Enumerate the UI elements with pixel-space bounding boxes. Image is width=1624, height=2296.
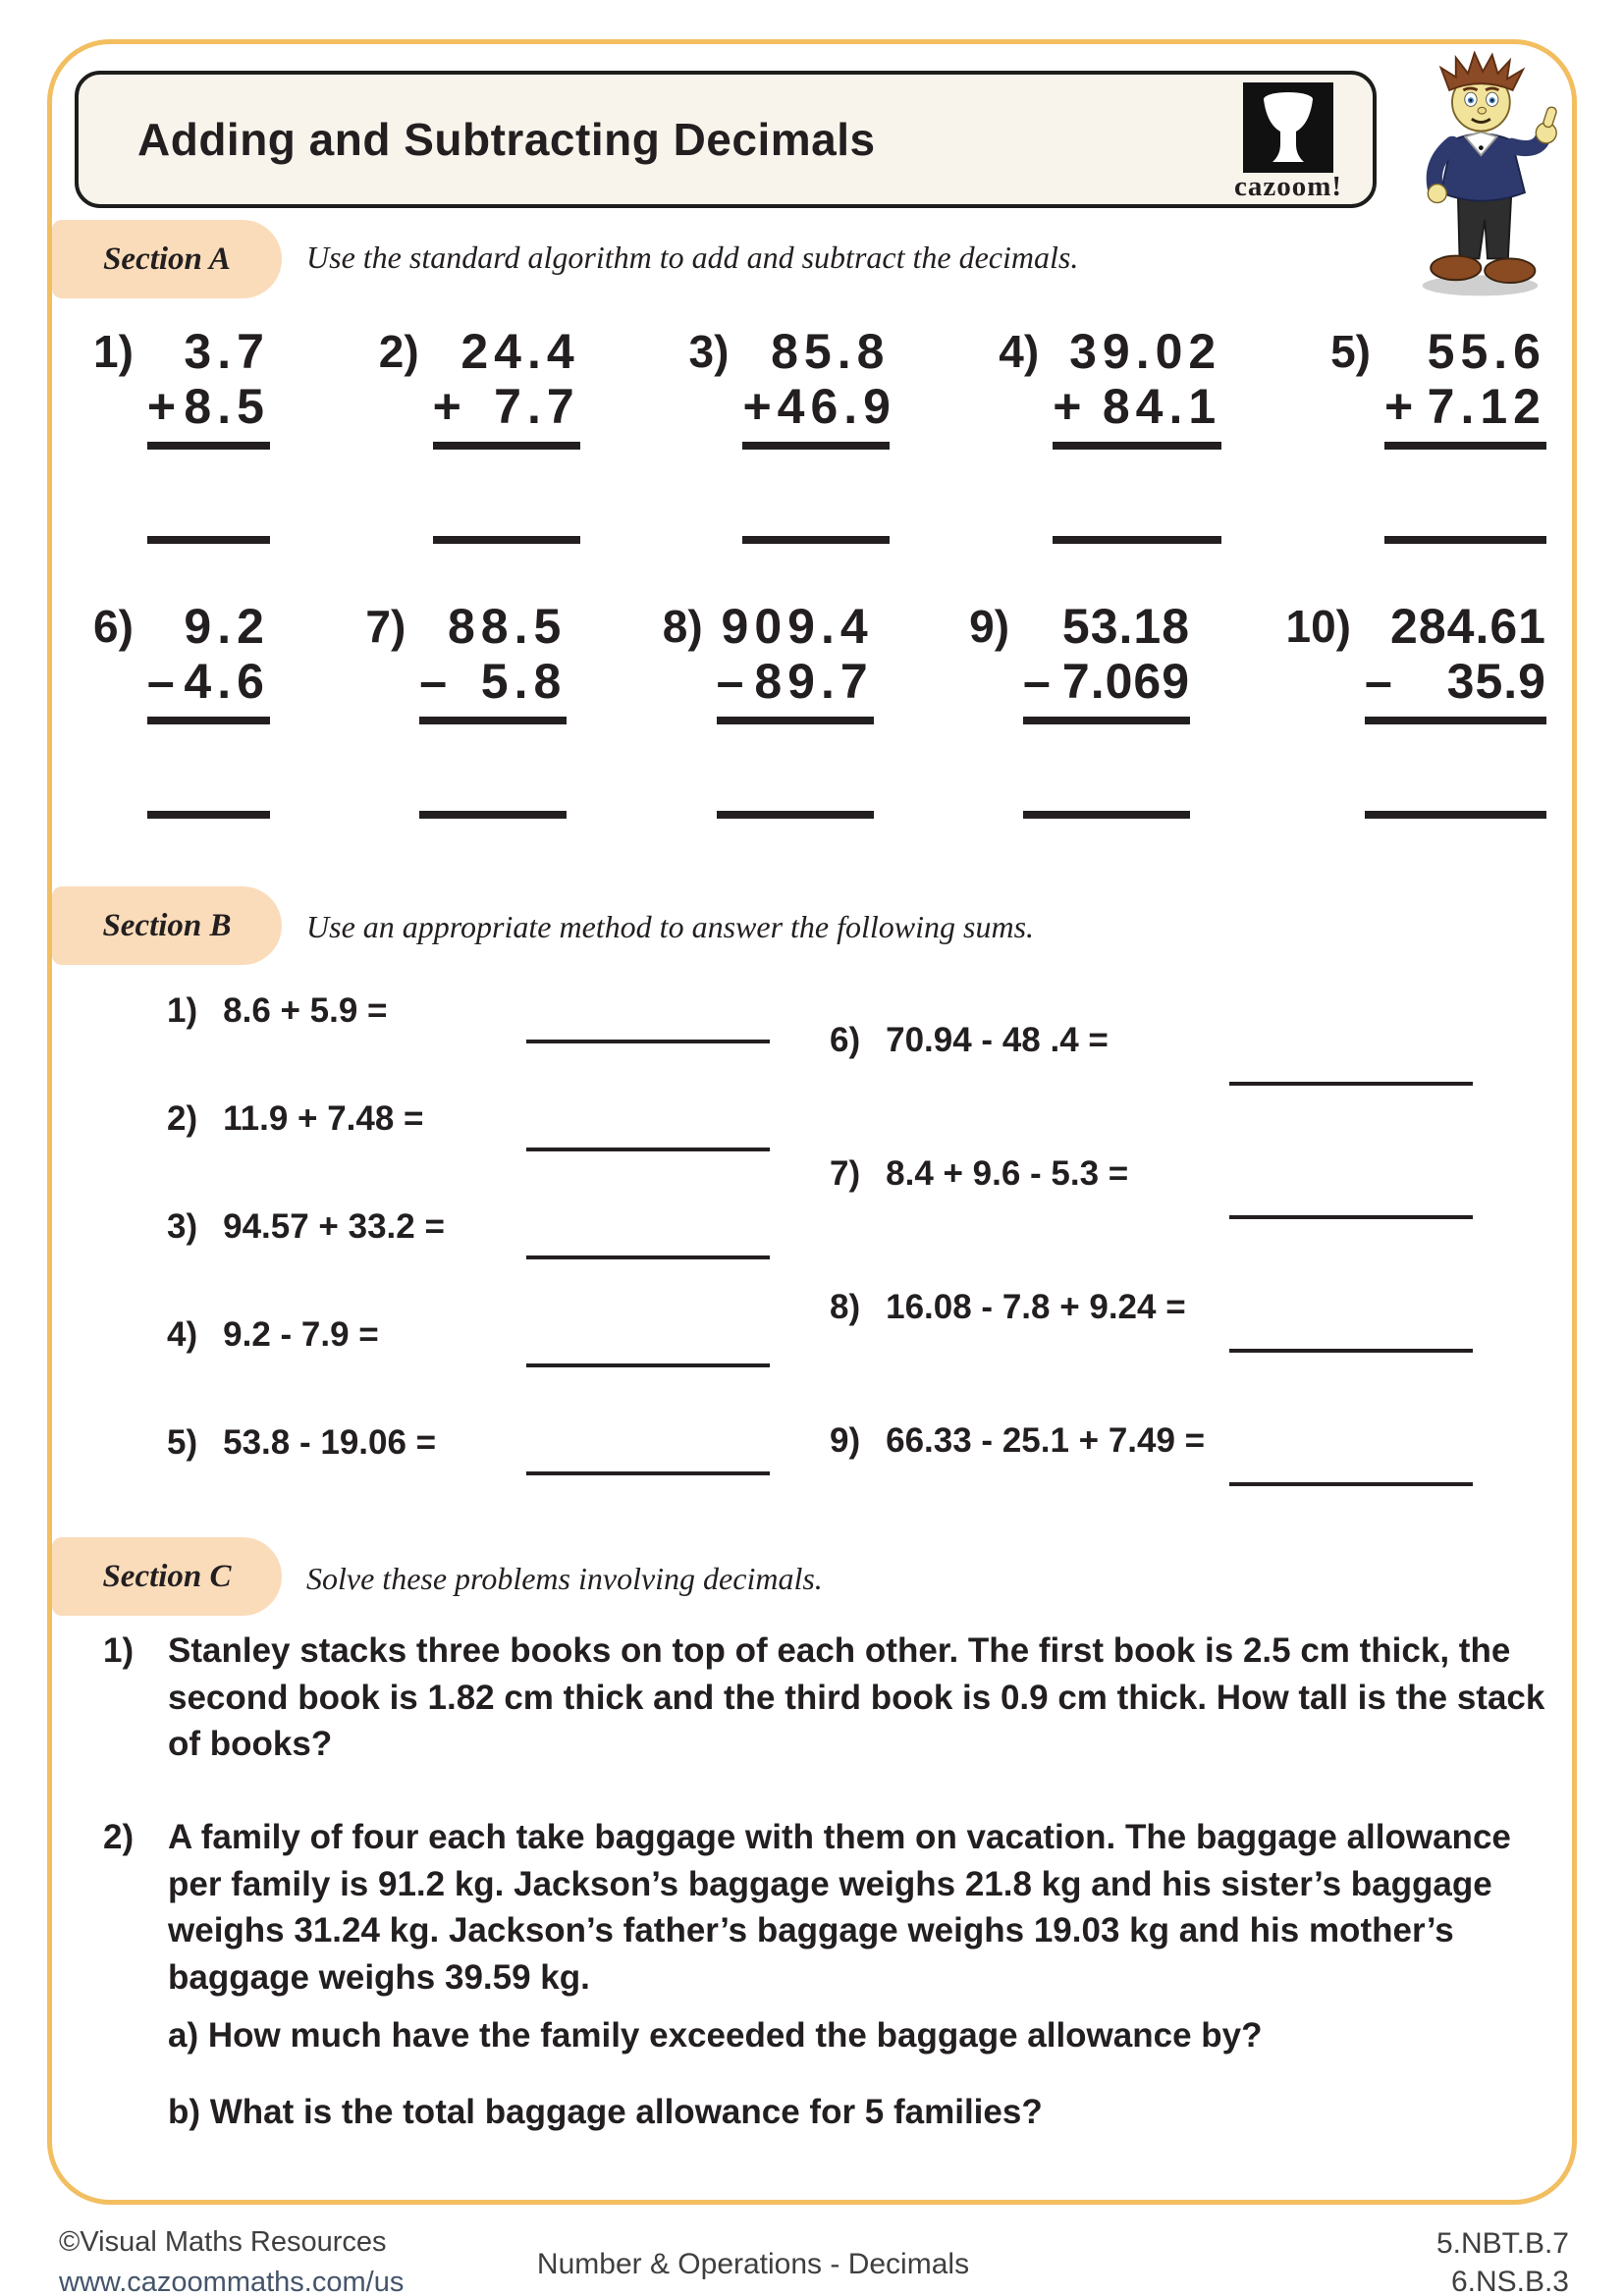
answer-line — [1229, 1082, 1473, 1086]
sum-problem-5 — [167, 1389, 770, 1497]
equals-rule — [147, 442, 270, 450]
answer-line — [526, 1040, 770, 1043]
vertical-problem-1 — [93, 326, 270, 544]
expression: 53.8 - 19.06 = — [223, 1423, 437, 1462]
problem-number: 7) — [830, 1154, 861, 1193]
expression: 16.08 - 7.8 + 9.24 = — [886, 1288, 1186, 1326]
problem-part-a: a) How much have the family exceeded the baggage allowance by? — [168, 2016, 1263, 2056]
problem-number: 2) — [378, 326, 419, 377]
problem-text: A family of four each take baggage with them on vacation. The baggage allowance per family is 91.2 kg. Jackson’s baggage weighs 21.8 kg and his sister’s baggage weighs 31.24 kg. Jackson’s father’s baggage weighs 19.03 kg and his mother’s baggage weighs 39.59 kg. — [168, 1818, 1511, 1997]
problem-number: 5) — [167, 1423, 198, 1462]
sum-problem-1 — [167, 957, 770, 1065]
bottom-operand: 5.8 — [480, 654, 568, 709]
vertical-problem-4 — [999, 326, 1221, 544]
section-a-label-text: Section A — [103, 240, 231, 277]
problem-number: 9) — [969, 601, 1010, 652]
website-link[interactable]: www.cazoommaths.com/us — [59, 2265, 404, 2296]
problem-number: 1) — [167, 991, 198, 1030]
sum-problem-2 — [167, 1065, 770, 1173]
top-operand: 55.6 — [1427, 324, 1546, 379]
answer-line — [1023, 811, 1190, 819]
problem-number: 6) — [830, 1021, 861, 1059]
section-b-label — [52, 886, 282, 965]
section-a-label — [52, 220, 282, 298]
top-operand: 9.2 — [184, 599, 270, 654]
problem-number: 10) — [1285, 601, 1351, 652]
equals-rule — [1365, 717, 1546, 724]
vertical-problem-2 — [379, 326, 580, 544]
section-b-instruction: Use an appropriate method to answer the following sums. — [306, 909, 1035, 944]
operator: – — [716, 654, 750, 709]
sum-problem-9 — [830, 1374, 1473, 1508]
equals-rule — [1023, 717, 1190, 724]
mascot-boy — [1394, 51, 1581, 302]
cazoom-logo — [1229, 82, 1347, 203]
vertical-problem-6 — [93, 601, 270, 819]
section-c-label-text: Section C — [102, 1558, 232, 1594]
problem-text: Stanley stacks three books on top of each other. The first book is 2.5 cm thick, the second book is 1.82 cm thick and the third book is 0.9 cm thick. How tall is the stack of books? — [168, 1631, 1545, 1764]
answer-line — [147, 536, 270, 544]
problem-number: 4) — [167, 1315, 198, 1354]
worksheet-header — [75, 71, 1377, 208]
operator: + — [742, 379, 778, 434]
operator: – — [1364, 654, 1393, 709]
sum-problem-6 — [830, 974, 1473, 1107]
bottom-operand: 8.5 — [184, 379, 270, 434]
answer-line — [1229, 1215, 1473, 1219]
cazoom-drum-icon — [1243, 82, 1333, 173]
section-a-instruction: Use the standard algorithm to add and subtract the decimals. — [306, 240, 1079, 275]
answer-line — [419, 811, 567, 819]
bottom-operand: 7.7 — [494, 379, 580, 434]
section-b-right-column — [830, 974, 1473, 1508]
operator: + — [1383, 379, 1420, 434]
expression: 66.33 - 25.1 + 7.49 = — [886, 1421, 1206, 1460]
answer-line — [1229, 1482, 1473, 1486]
page-title: Adding and Subtracting Decimals — [137, 114, 876, 165]
top-operand: 39.02 — [1069, 324, 1222, 379]
operator: – — [419, 654, 454, 709]
bottom-operand: 84.1 — [1102, 379, 1222, 434]
top-operand: 88.5 — [447, 599, 568, 654]
copyright-text: ©Visual Maths Resources — [59, 2226, 387, 2258]
problem-part-b: b) What is the total baggage allowance for 5 families? — [168, 2092, 1043, 2131]
bottom-operand: 89.7 — [754, 654, 874, 709]
answer-line — [1053, 536, 1221, 544]
vertical-problem-3 — [688, 324, 896, 544]
equals-rule — [1384, 442, 1546, 450]
problem-number: 3) — [167, 1207, 198, 1246]
vertical-problem-8 — [663, 601, 874, 819]
footer-topic: Number & Operations - Decimals — [536, 2248, 970, 2280]
problem-number: 8) — [662, 601, 703, 652]
problem-text-block — [168, 1814, 1554, 2136]
top-operand: 53.18 — [1061, 599, 1191, 654]
word-problem-1 — [103, 1628, 1554, 1768]
sum-problem-3 — [167, 1173, 770, 1281]
standard-code-1: 5.NBT.B.7 — [1435, 2227, 1569, 2260]
equals-rule — [1053, 442, 1221, 450]
problem-number: 1) — [93, 326, 134, 377]
operator: – — [1023, 654, 1052, 709]
bottom-operand: 35.9 — [1446, 654, 1546, 709]
vertical-problem-10 — [1286, 601, 1546, 819]
equals-rule — [433, 442, 580, 450]
operator: + — [432, 379, 467, 434]
answer-line — [1365, 811, 1546, 819]
answer-line — [1229, 1349, 1473, 1353]
top-operand: 909.4 — [721, 599, 874, 654]
problem-number: 1) — [103, 1631, 135, 1670]
answer-line — [526, 1363, 770, 1367]
expression: 8.4 + 9.6 - 5.3 = — [886, 1154, 1129, 1193]
bottom-operand: 7.12 — [1427, 379, 1546, 434]
problem-number: 5) — [1330, 326, 1371, 377]
word-problem-2 — [103, 1814, 1554, 2136]
section-b-label-text: Section B — [102, 907, 232, 943]
answer-line — [526, 1148, 770, 1151]
problem-number: 7) — [365, 601, 406, 652]
answer-line — [433, 536, 580, 544]
standard-code-2: 6.NS.B.3 — [1450, 2266, 1569, 2296]
operator: + — [146, 379, 183, 434]
equals-rule — [147, 717, 270, 724]
problem-number: 4) — [999, 326, 1040, 377]
problem-number: 2) — [167, 1099, 198, 1138]
top-operand: 3.7 — [184, 324, 270, 379]
vertical-problem-5 — [1330, 326, 1546, 544]
section-c-label — [52, 1537, 282, 1616]
bottom-operand: 7.069 — [1061, 654, 1191, 709]
cazoom-logo-text: cazoom! — [1233, 171, 1343, 202]
expression: 94.57 + 33.2 = — [223, 1207, 445, 1246]
problem-number: 2) — [103, 1818, 135, 1856]
sum-problem-7 — [830, 1107, 1473, 1241]
expression: 11.9 + 7.48 = — [223, 1099, 424, 1138]
section-b-left-column — [167, 957, 770, 1497]
equals-rule — [717, 717, 874, 724]
bottom-operand: 4.6 — [184, 654, 270, 709]
bottom-operand: 46.9 — [777, 379, 896, 434]
vertical-problem-7 — [365, 601, 567, 819]
problem-number: 3) — [688, 326, 730, 377]
answer-line — [717, 811, 874, 819]
answer-line — [526, 1255, 770, 1259]
answer-line — [147, 811, 270, 819]
expression: 9.2 - 7.9 = — [223, 1315, 379, 1354]
section-c-instruction: Solve these problems involving decimals. — [306, 1561, 823, 1596]
answer-line — [526, 1471, 770, 1475]
sum-problem-4 — [167, 1281, 770, 1389]
problem-number: 9) — [830, 1421, 861, 1460]
expression: 8.6 + 5.9 = — [223, 991, 388, 1030]
answer-line — [742, 536, 890, 544]
equals-rule — [742, 442, 890, 450]
expression: 70.94 - 48 .4 = — [886, 1021, 1109, 1059]
operator: – — [146, 654, 181, 709]
equals-rule — [419, 717, 567, 724]
section-a-row-2 — [93, 601, 1546, 819]
answer-line — [1384, 536, 1546, 544]
vertical-problem-9 — [969, 601, 1190, 819]
problem-number: 8) — [830, 1288, 861, 1326]
footer-standards — [1436, 2224, 1569, 2296]
section-a-row-1 — [93, 326, 1546, 544]
sum-problem-8 — [830, 1241, 1473, 1374]
operator: + — [1053, 379, 1088, 434]
top-operand: 24.4 — [460, 324, 580, 379]
problem-number: 6) — [93, 601, 134, 652]
top-operand: 85.8 — [771, 324, 891, 379]
top-operand: 284.61 — [1390, 599, 1546, 654]
